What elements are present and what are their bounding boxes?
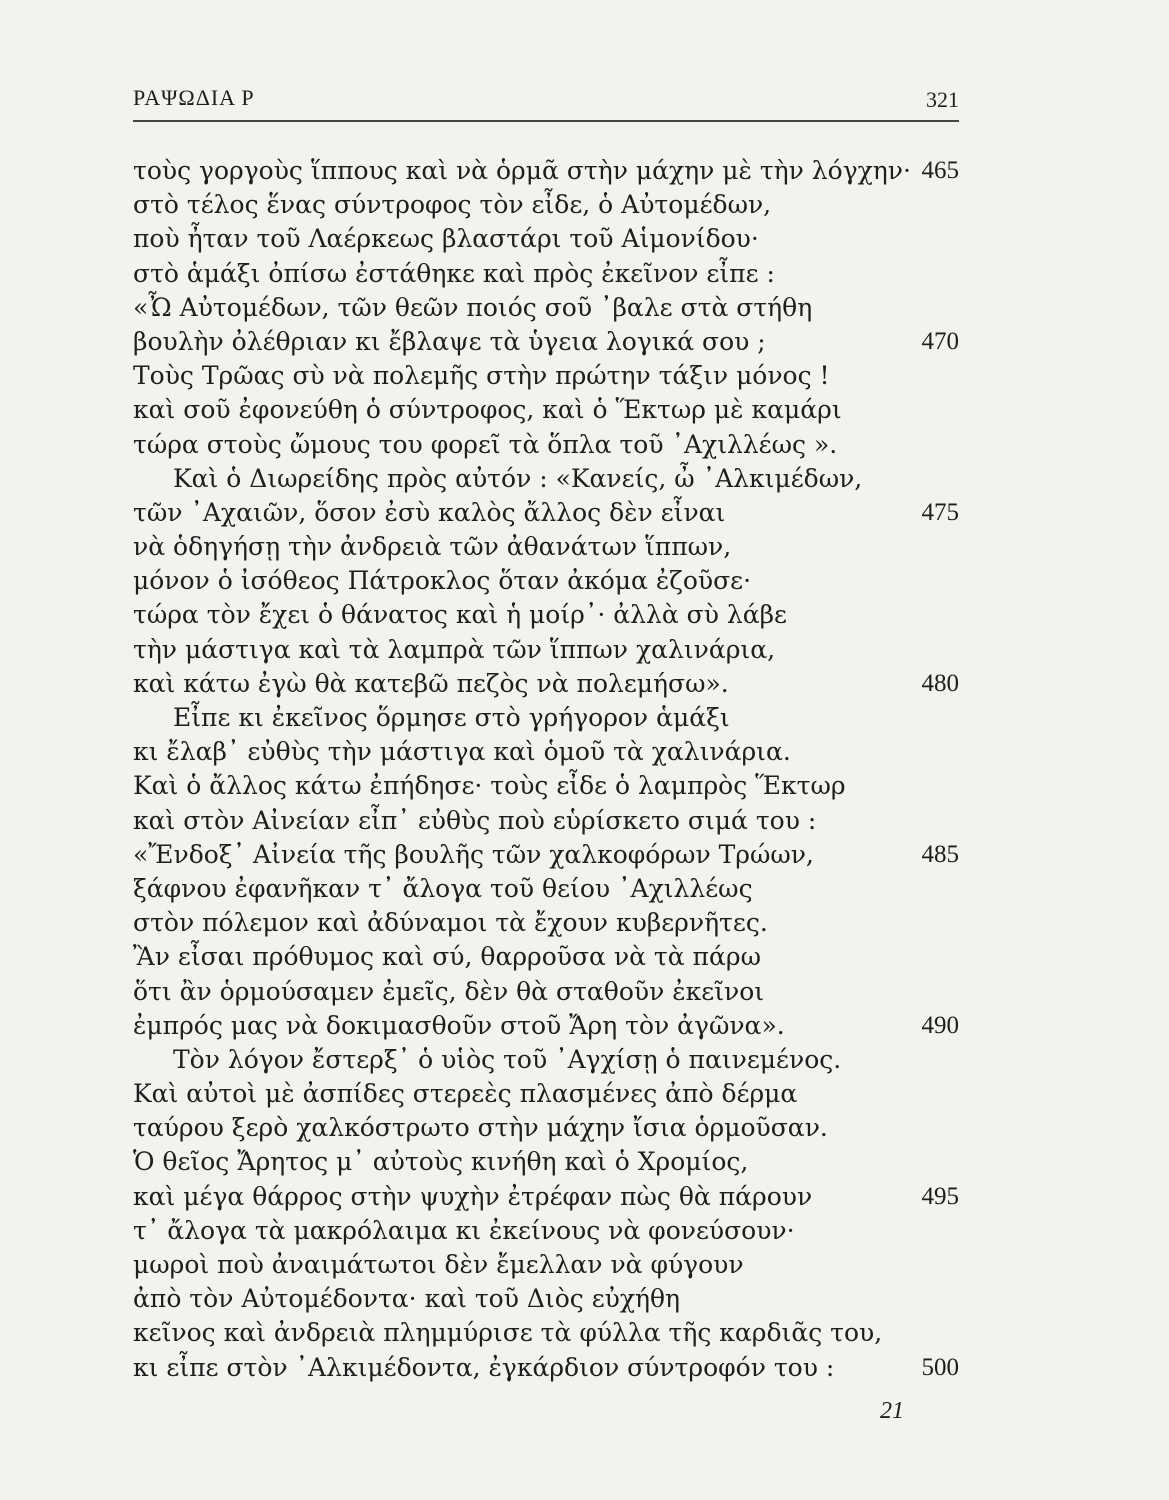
verse-text: καὶ στὸν Αἰνείαν εἶπ᾿ εὐθὺς ποὺ εὑρίσκετο σιμά του : <box>133 805 817 835</box>
verse-line <box>133 496 959 530</box>
verse-line <box>133 428 959 462</box>
verse-text: ξάφνου ἐφανῆκαν τ᾿ ἄλογα τοῦ θείου ᾿Αχιλλέως <box>133 873 753 903</box>
verse-line <box>133 1214 959 1248</box>
verse-line <box>133 462 959 496</box>
verse-text: καὶ σοῦ ἐφονεύθη ὁ σύντροφος, καὶ ὁ Ἕκτωρ μὲ καμάρι <box>133 395 842 425</box>
verse-line <box>133 1077 959 1111</box>
verse-text: ἀπὸ τὸν Αὐτομέδοντα· καὶ τοῦ Διὸς εὐχήθη <box>133 1284 681 1314</box>
verse-line <box>133 975 959 1009</box>
line-number: 495 <box>921 1182 959 1210</box>
verse-line <box>133 769 959 803</box>
verse-text: μόνον ὁ ἰσόθεος Πάτροκλος ὅταν ἀκόμα ἐζοῦσε· <box>133 566 752 596</box>
verse-text: ταύρου ξερὸ χαλκόστρωτο στὴν μάχην ἴσια ὁρμοῦσαν. <box>133 1113 828 1143</box>
verse-line <box>133 872 959 906</box>
verse-line <box>133 1145 959 1179</box>
verse-line <box>133 393 959 427</box>
verse-line <box>133 1043 959 1077</box>
verse-text: στὸν πόλεμον καὶ ἀδύναμοι τὰ ἔχουν κυβερνῆτες. <box>133 908 768 938</box>
verse-text: κεῖνος καὶ ἀνδρειὰ πλημμύρισε τὰ φύλλα τῆς καρδιᾶς του, <box>133 1318 883 1348</box>
verse-text: ἐμπρός μας νὰ δοκιμασθοῦν στοῦ Ἄρη τὸν ἀγῶνα». <box>133 1010 785 1040</box>
verse-line <box>133 1282 959 1316</box>
verse-text: Ἂν εἶσαι πρόθυμος καὶ σύ, θαρροῦσα νὰ τὰ πάρω <box>133 942 761 972</box>
verse-text: βουλὴν ὀλέθριαν κι ἔβλαψε τὰ ὑγεια λογικά σου ; <box>133 326 766 356</box>
verse-line <box>133 804 959 838</box>
verse-text: στὸ ἁμάξι ὀπίσω ἐστάθηκε καὶ πρὸς ἐκεῖνον εἶπε : <box>133 258 775 288</box>
page-header <box>133 85 959 119</box>
line-number: 475 <box>921 498 959 526</box>
verse-text: τοὺς γοργοὺς ἵππους καὶ νὰ ὁρμᾶ στὴν μάχην μὲ τὴν λόγχην· <box>133 156 911 185</box>
verse-text: «Ὦ Αὐτομέδων, τῶν θεῶν ποιός σοῦ ᾿βαλε στὰ στήθη <box>133 292 813 322</box>
line-number: 465 <box>921 157 959 184</box>
verse-line <box>133 633 959 667</box>
verse-line <box>133 564 959 598</box>
verse-line <box>133 940 959 974</box>
verse-text: τὴν μάστιγα καὶ τὰ λαμπρὰ τῶν ἵππων χαλινάρια, <box>133 634 776 664</box>
page-number: 321 <box>926 87 959 112</box>
line-number: 480 <box>921 669 959 697</box>
verse-line <box>133 838 959 872</box>
verse-text: Τοὺς Τρῶας σὺ νὰ πολεμῆς στὴν πρώτην τάξιν μόνος ! <box>133 361 830 391</box>
line-number: 470 <box>921 327 959 355</box>
verse-text: κι εἶπε στὸν ᾿Αλκιμέδοντα, ἐγκάρδιον σύντροφόν του : <box>133 1352 835 1382</box>
verse-line <box>133 1111 959 1145</box>
verse-line <box>133 530 959 564</box>
line-number: 485 <box>921 840 959 868</box>
verse-text: καὶ κάτω ἐγὼ θὰ κατεβῶ πεζὸς νὰ πολεμήσω». <box>133 668 729 698</box>
line-number: 500 <box>921 1353 959 1381</box>
verse-line <box>133 154 959 188</box>
verse-text: Καὶ ὁ ἄλλος κάτω ἐπήδησε· τοὺς εἶδε ὁ λαμπρὸς Ἕκτωρ <box>133 771 846 801</box>
verse-line <box>133 325 959 359</box>
verse-text: τώρα στοὺς ὤμους του φορεῖ τὰ ὅπλα τοῦ ᾿Αχιλλέως ». <box>133 429 838 459</box>
verse-text: τῶν ᾿Αχαιῶν, ὅσον ἐσὺ καλὸς ἄλλος δὲν εἶναι <box>133 497 726 527</box>
header-rule <box>133 120 959 122</box>
verse-text: καὶ μέγα θάρρος στὴν ψυχὴν ἐτρέφαν πὼς θὰ πάρουν <box>133 1181 813 1211</box>
running-head: ΡΑΨΩΔΙΑ Ρ <box>133 85 255 110</box>
verse-text: ποὺ ἦταν τοῦ Λαέρκεως βλαστάρι τοῦ Αἱμονίδου· <box>133 224 759 254</box>
verse-text: Ὁ θεῖος Ἄρητος μ᾿ αὐτοὺς κινήθη καὶ ὁ Χρομίος, <box>133 1147 749 1177</box>
verse-text: νὰ ὁδηγήσῃ τὴν ἀνδρειὰ τῶν ἀθανάτων ἵππων, <box>133 532 732 562</box>
verse-text: Εἶπε κι ἐκεῖνος ὅρμησε στὸ γρήγορον ἁμάξι <box>173 703 730 732</box>
verse-block <box>133 154 959 1385</box>
verse-text: μωροὶ ποὺ ἀναιμάτωτοι δὲν ἔμελλαν νὰ φύγουν <box>133 1250 744 1279</box>
verse-line <box>133 1316 959 1350</box>
verse-line <box>133 1180 959 1214</box>
verse-line <box>133 598 959 632</box>
verse-line <box>133 667 959 701</box>
verse-text: στὸ τέλος ἕνας σύντροφος τὸν εἶδε, ὁ Αὐτομέδων, <box>133 190 772 220</box>
verse-line <box>133 1009 959 1043</box>
verse-line <box>133 222 959 256</box>
line-number: 490 <box>921 1011 959 1039</box>
verse-line <box>133 906 959 940</box>
verse-line <box>133 359 959 393</box>
verse-text: «Ἔνδοξ᾿ Αἰνεία τῆς βουλῆς τῶν χαλκοφόρων Τρώων, <box>133 839 814 869</box>
verse-text: τώρα τὸν ἔχει ὁ θάνατος καὶ ἡ μοίρ᾿· ἀλλὰ σὺ λάβε <box>133 600 787 630</box>
verse-line <box>133 1351 959 1385</box>
verse-line <box>133 735 959 769</box>
verse-line <box>133 291 959 325</box>
verse-text: Καὶ αὐτοὶ μὲ ἀσπίδες στερεὲς πλασμένες ἀπὸ δέρμα <box>133 1079 798 1109</box>
verse-line <box>133 257 959 291</box>
signature-mark: 21 <box>880 1398 904 1424</box>
verse-text: τ᾿ ἄλογα τὰ μακρόλαιμα κι ἐκείνους νὰ φονεύσουν· <box>133 1215 795 1245</box>
verse-text: Τὸν λόγον ἔστερξ᾿ ὁ υἱὸς τοῦ ᾿Αγχίσῃ ὁ παινεμένος. <box>173 1044 842 1074</box>
verse-line <box>133 701 959 735</box>
verse-text: Καὶ ὁ Διωρείδης πρὸς αὐτόν : «Κανείς, ὦ ᾿Αλκιμέδων, <box>173 463 863 493</box>
verse-line <box>133 1248 959 1282</box>
verse-text: κι ἔλαβ᾿ εὐθὺς τὴν μάστιγα καὶ ὁμοῦ τὰ χαλινάρια. <box>133 737 791 767</box>
verse-line <box>133 188 959 222</box>
verse-text: ὅτι ἂν ὁρμούσαμεν ἐμεῖς, δὲν θὰ σταθοῦν ἐκεῖνοι <box>133 976 765 1006</box>
